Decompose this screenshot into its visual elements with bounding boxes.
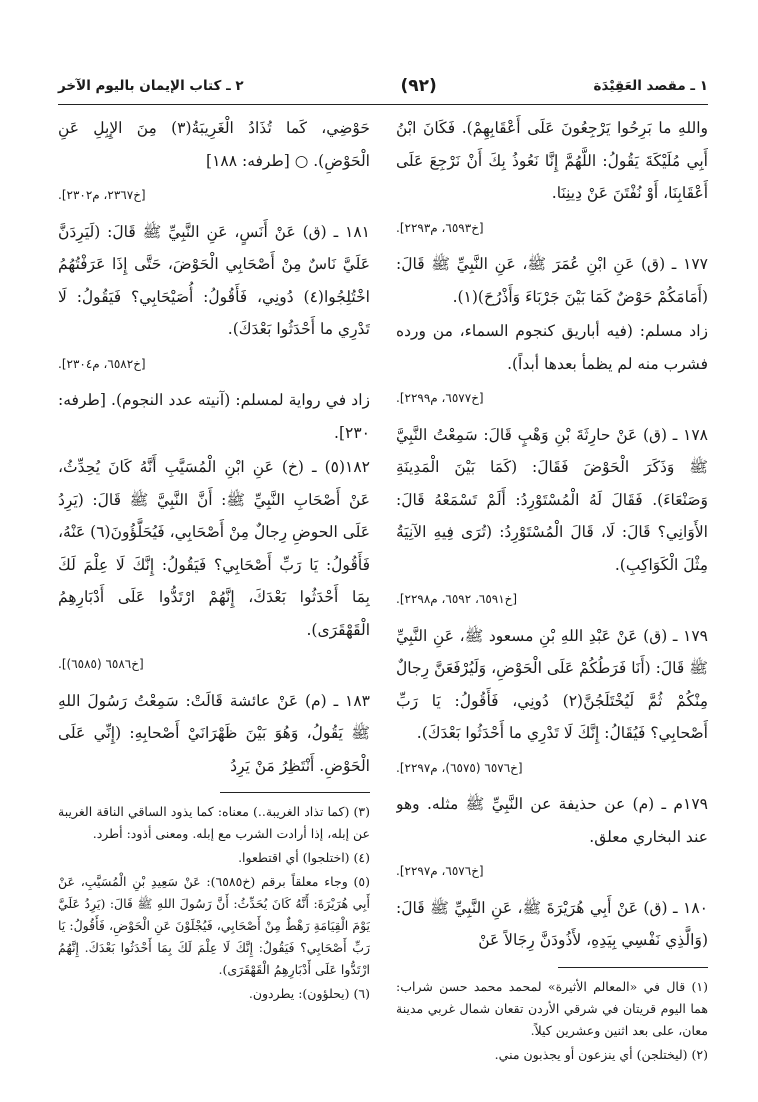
header-section-title: ١ ـ مقصد العَقِيْدَة <box>593 78 708 94</box>
hadith-paragraph <box>58 384 370 449</box>
page-number: (٩٢) <box>400 76 437 96</box>
page-header <box>58 68 708 104</box>
footnote: (٥) وجاء معلقاً برقم (خ٦٥٨٥): عَنْ سَعِيدِ بْنِ الْمُسَيَّبِ، عَنْ أَبِي هُرَيْرَةَ: أَنَّهُ كَانَ يُحَدِّثُ: أَنَّ رَسُولَ اللهِ ﷺ قَالَ: (يَرِدُ عَلَيَّ يَوْمَ الْقِيَامَةِ رَهْطٌ مِنْ أَصْحَابِي، فَيُجْلَوْنَ عَنِ الْحَوْضِ، فَأَقُولُ: يَا رَبِّ أَصْحَابِي؟ فَيَقُولُ: إِنَّكَ لَا عِلْمَ لَكَ بِمَا أَحْدَثُوا بَعْدَكَ. إِنَّهُمُ ارْتَدُّوا عَلَى أَدْبَارِهِمُ الْقَهْقَرَى). <box>58 874 370 977</box>
hadith-paragraph <box>396 892 708 957</box>
hadith-paragraph <box>396 620 708 750</box>
right-column-body <box>396 112 708 957</box>
source-reference: [خ٦٥٧٧، م٢٢٩٩]. <box>396 391 484 405</box>
left-footnotes <box>58 801 370 1005</box>
paragraph-text: ١٧٩م ـ (م) عن حذيفة عن النَّبِيِّ ﷺ مثله. وهو عند البخاري معلق. <box>396 795 708 846</box>
paragraph-text: ١٨١ ـ (ق) عَنْ أَنَسٍ، عَنِ النَّبِيِّ ﷺ قَالَ: (لَيَرِدَنَّ عَلَيَّ نَاسٌ مِنْ أَصْحَابِي الْحَوْضَ، حَتَّى إِذَا عَرَفْتُهُمُ اخْتُلِجُوا(٤) دُونِي، فَأَقُولُ: أُصَيْحَابِي؟ فَيَقُولُ: لَا تَدْرِي ما أَحْدَثُوا بَعْدَكَ). <box>58 222 370 338</box>
hadith-paragraph <box>58 112 370 177</box>
hadith-paragraph <box>396 248 708 313</box>
hadith-paragraph <box>396 788 708 853</box>
hadith-paragraph <box>58 216 370 346</box>
source-reference: [خ٢٣٦٧، م٢٣٠٢]. <box>58 188 146 202</box>
source-reference: [خ٦٥٨٢، م٢٣٠٤]. <box>58 356 146 371</box>
footnote: (٢) (ليختلجن) أي ينزعون أو يجذبون مني. <box>494 1046 708 1062</box>
paragraph-text: زاد مسلم: (فيه أباريق كنجوم السماء، من ورده فشرب منه لم يظمأ بعدها أبداً). <box>396 322 708 373</box>
footnote: (٦) (يحلؤون): يطردون. <box>248 986 370 1001</box>
hadith-paragraph <box>396 419 708 582</box>
paragraph-text: ١٨٣ ـ (م) عَنْ عائشة قَالَتْ: سَمِعْتُ رَسُولَ اللهِ ﷺ يَقُولُ، وَهُوَ بَيْنَ ظَهْرَانَيْ أَصْحابِهِ: (إِنِّي عَلَى الْحَوْضِ. أَنْتَظِرُ مَنْ يَرِدُ <box>58 691 370 775</box>
right-footnotes <box>396 976 708 1066</box>
paragraph-text: ١٨٢(٥) ـ (خ) عَنِ ابْنِ الْمُسَيَّبِ أَنَّهُ كَانَ يُحِدِّثُ، عَنْ أَصْحَابِ النَّبِيِّ ﷺ: أَنَّ النَّبِيَّ ﷺ قَالَ: (يَرِدُ عَلَى الحوضِ رِجالٌ مِنْ أَصْحَابِي، فَيُحَلَّؤُونَ(٦) عَنْهُ، فَأَقُولُ: يَا رَبِّ أَصْحَابِي؟ فَيَقُولُ: إِنَّكَ لَا عِلْمَ لَكَ بِمَا أَحْدَثُوا بَعْدَكَ، إِنَّهُمْ ارْتَدُّوا عَلَى أَدْبَارِهِمُ الْقَهْقَرَى). <box>58 458 370 639</box>
paragraph-text: حَوْضِي، كَما تُذَادُ الْغَرِيبَةُ(٣) مِنَ الإِبِلِ عَنِ الْحَوْضِ). ○ [طرفه: ١٨٨] <box>58 119 370 170</box>
footnote: (٣) (كما تذاد الغريبة..) معناه: كما يذود الساقي الناقة الغريبة عن إبله، إذا أرادت الشرب مع إبله. ومعنى أذود: أطرد. <box>58 804 370 841</box>
left-column-body <box>58 112 370 782</box>
right-column <box>396 112 708 1087</box>
hadith-paragraph <box>58 685 370 783</box>
paragraph-text: زاد في رواية لمسلم: (آنيته عدد النجوم). [طرفه: ٢٣٠]. <box>58 391 370 442</box>
header-chapter-title: ٢ ـ كتاب الإيمان باليوم الآخر <box>58 78 244 94</box>
paragraph-text: ١٨٠ ـ (ق) عَنْ أَبِي هُرَيْرَةَ ﷺ، عَنِ النَّبِيِّ ﷺ قَالَ: (وَالَّذِي نَفْسِي بِيَدِهِ، لأَذُودَنَّ رِجَالاً عَنْ <box>396 898 708 949</box>
hadith-paragraph <box>396 315 708 380</box>
footnote: (١) قال في «المعالم الأثيرة» لمحمد محمد حسن شراب: هما اليوم قريتان في شرقي الأردن تقعان شمال غربي مدينة معان، على بعد اثنين وعشرين كيلاً. <box>396 978 708 1038</box>
paragraph-text: ١٧٩ ـ (ق) عَنْ عَبْدِ اللهِ بْنِ مسعود ﷺ، عَنِ النَّبِيِّ ﷺ قَالَ: (أَنَا فَرَطُكُمْ عَلَى الْحَوْضِ، وَلَيُرْفَعَنَّ رِجالٌ مِنْكُمْ ثُمَّ لَيُخْتَلَجُنَّ(٢) دُونِي، فَأَقُولُ: يَا رَبِّ أَصْحابِي؟ فَيُقَالُ: إِنَّكَ لَا تَدْرِي ما أَحْدَثُوا بَعْدَكَ). <box>396 626 708 742</box>
source-reference: [خ٦٥٧٦، م٢٢٩٧]. <box>396 864 484 878</box>
left-footnote-separator <box>220 792 370 793</box>
source-reference: [خ٦٥٧٦ (٦٥٧٥)، م٢٢٩٧]. <box>396 760 523 775</box>
footnote: (٤) (اختلجوا) أي اقتطعوا. <box>238 850 370 865</box>
right-footnote-separator <box>558 967 708 968</box>
header-rule <box>58 104 708 105</box>
paragraph-text: ١٧٧ ـ (ق) عَنِ ابْنِ عُمَرَ ﷺ، عَنِ النَّبِيِّ ﷺ قَالَ: (أَمَامَكُمْ حَوْضٌ كَمَا بَيْنَ جَرْبَاءَ وَأَذْرُحَ)(١). <box>396 255 708 306</box>
source-reference: [خ٦٥٩٣، م٢٢٩٣]. <box>396 220 484 235</box>
left-column <box>58 112 370 1087</box>
source-reference: [خ٦٥٨٦ (٦٥٨٥)]. <box>58 657 144 671</box>
source-reference: [خ٦٥٩١، ٦٥٩٢، م٢٢٩٨]. <box>396 592 518 606</box>
hadith-paragraph <box>58 451 370 646</box>
hadith-paragraph <box>396 112 708 210</box>
paragraph-text: واللهِ ما بَرِحُوا يَرْجِعُونَ عَلَى أَعْقَابِهِمْ). فَكَانَ ابْنُ أَبِي مُلَيْكَةَ يَقُولُ: اللَّهُمَّ إِنَّا نَعُوذُ بِكَ أَنْ نَرْجِعَ عَلَى أَعْقَابِنَا، أَوْ نُفْتَنَ عَنْ دِينِنَا. <box>396 119 708 202</box>
paragraph-text: ١٧٨ ـ (ق) عَنْ حارِثَةَ بْنِ وَهْبٍ قَالَ: سَمِعْتُ النَّبِيَّ ﷺ وَذَكَرَ الْحَوْضَ فَقَالَ: (كَمَا بَيْنَ الْمَدِينَةِ وَصَنْعَاءَ). فَقَالَ لَهُ الْمُسْتَوْرِدُ: أَلَمْ تَسْمَعْهُ قَالَ: الأَوَانِي؟ قَالَ: لَا، قَالَ الْمُسْتَوْرِدُ: (تُرَى فِيهِ الآنِيَةُ مِثْلَ الْكَوَاكِبِ). <box>396 425 708 574</box>
